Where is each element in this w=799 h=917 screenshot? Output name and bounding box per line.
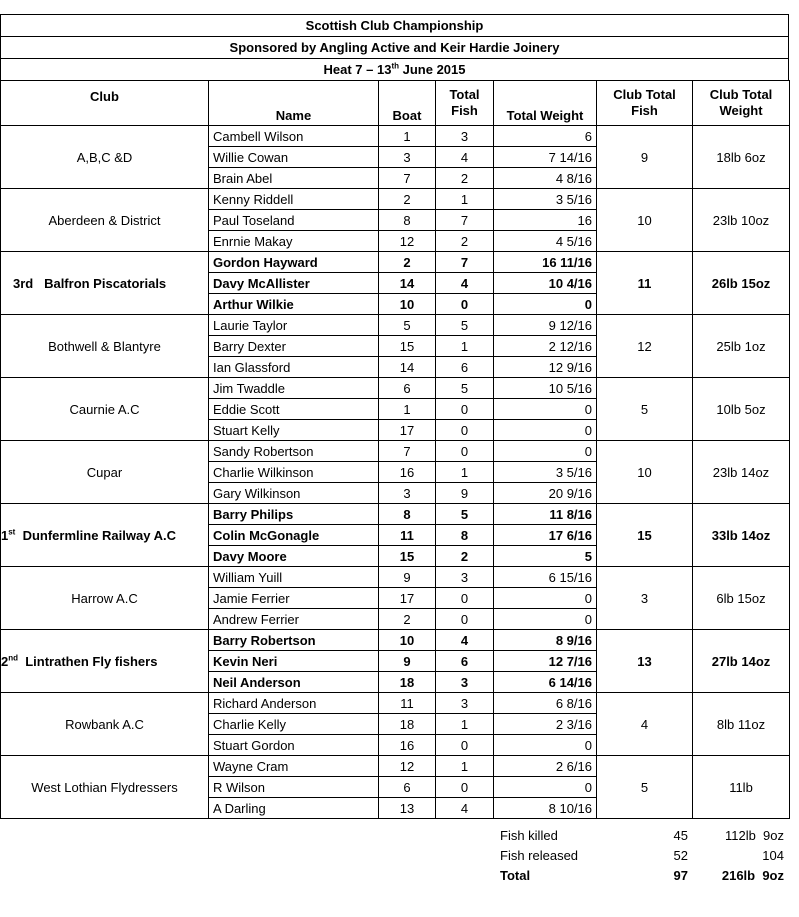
boat-number: 10 bbox=[379, 630, 436, 651]
member-name: Kevin Neri bbox=[209, 651, 379, 672]
boat-number: 2 bbox=[379, 609, 436, 630]
heat-line: Heat 7 – 13th June 2015 bbox=[323, 61, 466, 77]
club-total-weight: 8lb 11oz bbox=[693, 693, 790, 756]
club-name: 1st Dunfermline Railway A.C bbox=[1, 504, 209, 567]
fish-count: 0 bbox=[436, 420, 494, 441]
fish-count: 9 bbox=[436, 483, 494, 504]
fish-count: 0 bbox=[436, 735, 494, 756]
table-row bbox=[1, 504, 790, 525]
member-name: A Darling bbox=[209, 798, 379, 819]
fish-count: 7 bbox=[436, 210, 494, 231]
boat-number: 18 bbox=[379, 714, 436, 735]
boat-number: 1 bbox=[379, 399, 436, 420]
boat-number: 5 bbox=[379, 315, 436, 336]
club-name: 3rd Balfron Piscatorials bbox=[1, 252, 209, 315]
fish-weight: 0 bbox=[494, 441, 597, 462]
club-total-fish: 9 bbox=[597, 126, 693, 189]
fish-weight: 17 6/16 bbox=[494, 525, 597, 546]
member-name: Cambell Wilson bbox=[209, 126, 379, 147]
boat-number: 7 bbox=[379, 441, 436, 462]
club-total-weight: 33lb 14oz bbox=[693, 504, 790, 567]
fish-count: 8 bbox=[436, 525, 494, 546]
fish-count: 0 bbox=[436, 441, 494, 462]
totals-weight: 216lb 9oz bbox=[721, 867, 784, 883]
club-name: Bothwell & Blantyre bbox=[1, 315, 209, 378]
fish-weight: 0 bbox=[494, 420, 597, 441]
boat-number: 2 bbox=[379, 189, 436, 210]
member-name: Richard Anderson bbox=[209, 693, 379, 714]
boat-number: 9 bbox=[379, 567, 436, 588]
fish-weight: 0 bbox=[494, 609, 597, 630]
fish-weight: 6 8/16 bbox=[494, 693, 597, 714]
fish-weight: 3 5/16 bbox=[494, 462, 597, 483]
fish-weight: 10 4/16 bbox=[494, 273, 597, 294]
totals-count: 97 bbox=[673, 867, 688, 883]
boat-number: 16 bbox=[379, 735, 436, 756]
fish-weight: 16 11/16 bbox=[494, 252, 597, 273]
col-total-weight: Total Weight bbox=[494, 81, 597, 126]
fish-weight: 3 5/16 bbox=[494, 189, 597, 210]
fish-count: 4 bbox=[436, 798, 494, 819]
club-name: Aberdeen & District bbox=[1, 189, 209, 252]
fish-count: 5 bbox=[436, 504, 494, 525]
club-total-fish: 10 bbox=[597, 441, 693, 504]
totals-label: Total bbox=[500, 867, 531, 883]
boat-number: 9 bbox=[379, 651, 436, 672]
fish-count: 1 bbox=[436, 189, 494, 210]
boat-number: 12 bbox=[379, 231, 436, 252]
boat-number: 15 bbox=[379, 336, 436, 357]
fish-weight: 9 12/16 bbox=[494, 315, 597, 336]
fish-weight: 0 bbox=[494, 294, 597, 315]
fish-weight: 12 9/16 bbox=[494, 357, 597, 378]
fish-weight: 2 3/16 bbox=[494, 714, 597, 735]
member-name: Stuart Gordon bbox=[209, 735, 379, 756]
boat-number: 11 bbox=[379, 693, 436, 714]
boat-number: 15 bbox=[379, 546, 436, 567]
fish-weight: 6 14/16 bbox=[494, 672, 597, 693]
club-total-weight: 27lb 14oz bbox=[693, 630, 790, 693]
member-name: Davy Moore bbox=[209, 546, 379, 567]
fish-weight: 2 6/16 bbox=[494, 756, 597, 777]
club-total-weight: 23lb 14oz bbox=[693, 441, 790, 504]
boat-number: 6 bbox=[379, 378, 436, 399]
fish-weight: 16 bbox=[494, 210, 597, 231]
member-name: Eddie Scott bbox=[209, 399, 379, 420]
totals-row bbox=[494, 825, 790, 845]
member-name: Enrnie Makay bbox=[209, 231, 379, 252]
boat-number: 11 bbox=[379, 525, 436, 546]
results-table bbox=[0, 80, 790, 819]
member-name: Ian Glassford bbox=[209, 357, 379, 378]
club-total-fish: 12 bbox=[597, 315, 693, 378]
fish-weight: 8 9/16 bbox=[494, 630, 597, 651]
boat-number: 17 bbox=[379, 588, 436, 609]
club-total-weight: 18lb 6oz bbox=[693, 126, 790, 189]
member-name: Kenny Riddell bbox=[209, 189, 379, 210]
boat-number: 8 bbox=[379, 210, 436, 231]
fish-count: 1 bbox=[436, 756, 494, 777]
fish-weight: 10 5/16 bbox=[494, 378, 597, 399]
member-name: Willie Cowan bbox=[209, 147, 379, 168]
table-row bbox=[1, 126, 790, 147]
fish-weight: 8 10/16 bbox=[494, 798, 597, 819]
boat-number: 3 bbox=[379, 147, 436, 168]
club-name: Harrow A.C bbox=[1, 567, 209, 630]
fish-count: 2 bbox=[436, 546, 494, 567]
boat-number: 14 bbox=[379, 273, 436, 294]
fish-count: 4 bbox=[436, 147, 494, 168]
col-boat: Boat bbox=[379, 81, 436, 126]
totals-count: 45 bbox=[673, 827, 688, 843]
member-name: Colin McGonagle bbox=[209, 525, 379, 546]
boat-number: 8 bbox=[379, 504, 436, 525]
col-club-total-fish: Club Total Fish bbox=[597, 81, 693, 126]
boat-number: 7 bbox=[379, 168, 436, 189]
fish-count: 3 bbox=[436, 567, 494, 588]
table-row bbox=[1, 252, 790, 273]
header-row bbox=[1, 81, 790, 126]
fish-count: 5 bbox=[436, 378, 494, 399]
fish-weight: 5 bbox=[494, 546, 597, 567]
boat-number: 6 bbox=[379, 777, 436, 798]
member-name: Davy McAllister bbox=[209, 273, 379, 294]
table-row bbox=[1, 378, 790, 399]
fish-weight: 0 bbox=[494, 777, 597, 798]
boat-number: 13 bbox=[379, 798, 436, 819]
fish-count: 0 bbox=[436, 294, 494, 315]
boat-number: 3 bbox=[379, 483, 436, 504]
fish-count: 0 bbox=[436, 777, 494, 798]
fish-count: 5 bbox=[436, 315, 494, 336]
member-name: Neil Anderson bbox=[209, 672, 379, 693]
fish-count: 3 bbox=[436, 672, 494, 693]
fish-weight: 4 8/16 bbox=[494, 168, 597, 189]
totals-count: 52 bbox=[673, 847, 688, 863]
page-title: Scottish Club Championship bbox=[305, 18, 484, 33]
fish-count: 1 bbox=[436, 462, 494, 483]
fish-weight: 7 14/16 bbox=[494, 147, 597, 168]
club-total-weight: 6lb 15oz bbox=[693, 567, 790, 630]
club-total-weight: 23lb 10oz bbox=[693, 189, 790, 252]
col-club-total-weight: Club Total Weight bbox=[693, 81, 790, 126]
club-name: A,B,C &D bbox=[1, 126, 209, 189]
col-name: Name bbox=[209, 81, 379, 126]
fish-count: 1 bbox=[436, 336, 494, 357]
sponsor-bar bbox=[0, 36, 789, 58]
club-total-fish: 5 bbox=[597, 756, 693, 819]
boat-number: 18 bbox=[379, 672, 436, 693]
fish-count: 6 bbox=[436, 357, 494, 378]
member-name: Charlie Wilkinson bbox=[209, 462, 379, 483]
member-name: Wayne Cram bbox=[209, 756, 379, 777]
fish-count: 2 bbox=[436, 168, 494, 189]
member-name: Barry Robertson bbox=[209, 630, 379, 651]
totals-label: Fish released bbox=[500, 847, 579, 863]
club-name: Caurnie A.C bbox=[1, 378, 209, 441]
member-name: Charlie Kelly bbox=[209, 714, 379, 735]
club-name: Cupar bbox=[1, 441, 209, 504]
fish-weight: 12 7/16 bbox=[494, 651, 597, 672]
fish-count: 0 bbox=[436, 588, 494, 609]
fish-weight: 20 9/16 bbox=[494, 483, 597, 504]
heat-bar bbox=[0, 58, 789, 80]
member-name: Gordon Hayward bbox=[209, 252, 379, 273]
totals-label: Fish killed bbox=[500, 827, 558, 843]
boat-number: 1 bbox=[379, 126, 436, 147]
fish-count: 3 bbox=[436, 126, 494, 147]
title-bar bbox=[0, 14, 789, 36]
member-name: Laurie Taylor bbox=[209, 315, 379, 336]
totals-table bbox=[494, 825, 790, 885]
club-name: West Lothian Flydressers bbox=[1, 756, 209, 819]
totals-row bbox=[494, 845, 790, 865]
table-row bbox=[1, 693, 790, 714]
fish-count: 4 bbox=[436, 273, 494, 294]
fish-weight: 2 12/16 bbox=[494, 336, 597, 357]
club-total-fish: 3 bbox=[597, 567, 693, 630]
member-name: William Yuill bbox=[209, 567, 379, 588]
table-row bbox=[1, 567, 790, 588]
fish-weight: 4 5/16 bbox=[494, 231, 597, 252]
boat-number: 2 bbox=[379, 252, 436, 273]
member-name: R Wilson bbox=[209, 777, 379, 798]
club-total-fish: 10 bbox=[597, 189, 693, 252]
boat-number: 10 bbox=[379, 294, 436, 315]
totals-weight: 112lb 9oz bbox=[724, 827, 784, 843]
member-name: Barry Dexter bbox=[209, 336, 379, 357]
boat-number: 16 bbox=[379, 462, 436, 483]
boat-number: 14 bbox=[379, 357, 436, 378]
club-total-weight: 11lb bbox=[693, 756, 790, 819]
member-name: Barry Philips bbox=[209, 504, 379, 525]
boat-number: 17 bbox=[379, 420, 436, 441]
totals-row bbox=[494, 865, 790, 885]
club-total-fish: 15 bbox=[597, 504, 693, 567]
fish-weight: 0 bbox=[494, 735, 597, 756]
fish-count: 3 bbox=[436, 693, 494, 714]
fish-count: 6 bbox=[436, 651, 494, 672]
club-name: 2nd Lintrathen Fly fishers bbox=[1, 630, 209, 693]
member-name: Andrew Ferrier bbox=[209, 609, 379, 630]
fish-weight: 6 15/16 bbox=[494, 567, 597, 588]
club-total-weight: 25lb 1oz bbox=[693, 315, 790, 378]
club-total-weight: 26lb 15oz bbox=[693, 252, 790, 315]
member-name: Arthur Wilkie bbox=[209, 294, 379, 315]
club-total-fish: 5 bbox=[597, 378, 693, 441]
member-name: Paul Toseland bbox=[209, 210, 379, 231]
fish-count: 0 bbox=[436, 399, 494, 420]
club-total-weight: 10lb 5oz bbox=[693, 378, 790, 441]
fish-weight: 6 bbox=[494, 126, 597, 147]
boat-number: 12 bbox=[379, 756, 436, 777]
member-name: Gary Wilkinson bbox=[209, 483, 379, 504]
totals-weight: 104 bbox=[762, 847, 784, 863]
sponsor-line: Sponsored by Angling Active and Keir Hardie Joinery bbox=[229, 40, 560, 55]
fish-count: 1 bbox=[436, 714, 494, 735]
table-row bbox=[1, 630, 790, 651]
fish-weight: 11 8/16 bbox=[494, 504, 597, 525]
fish-count: 7 bbox=[436, 252, 494, 273]
table-row bbox=[1, 441, 790, 462]
member-name: Brain Abel bbox=[209, 168, 379, 189]
fish-weight: 0 bbox=[494, 399, 597, 420]
club-total-fish: 13 bbox=[597, 630, 693, 693]
club-name: Rowbank A.C bbox=[1, 693, 209, 756]
table-row bbox=[1, 756, 790, 777]
fish-count: 4 bbox=[436, 630, 494, 651]
col-total-fish: Total Fish bbox=[436, 81, 494, 126]
club-total-fish: 11 bbox=[597, 252, 693, 315]
table-row bbox=[1, 315, 790, 336]
member-name: Jim Twaddle bbox=[209, 378, 379, 399]
member-name: Stuart Kelly bbox=[209, 420, 379, 441]
fish-weight: 0 bbox=[494, 588, 597, 609]
table-row bbox=[1, 189, 790, 210]
member-name: Jamie Ferrier bbox=[209, 588, 379, 609]
fish-count: 0 bbox=[436, 609, 494, 630]
club-total-fish: 4 bbox=[597, 693, 693, 756]
fish-count: 2 bbox=[436, 231, 494, 252]
col-club: Club bbox=[1, 81, 209, 126]
member-name: Sandy Robertson bbox=[209, 441, 379, 462]
